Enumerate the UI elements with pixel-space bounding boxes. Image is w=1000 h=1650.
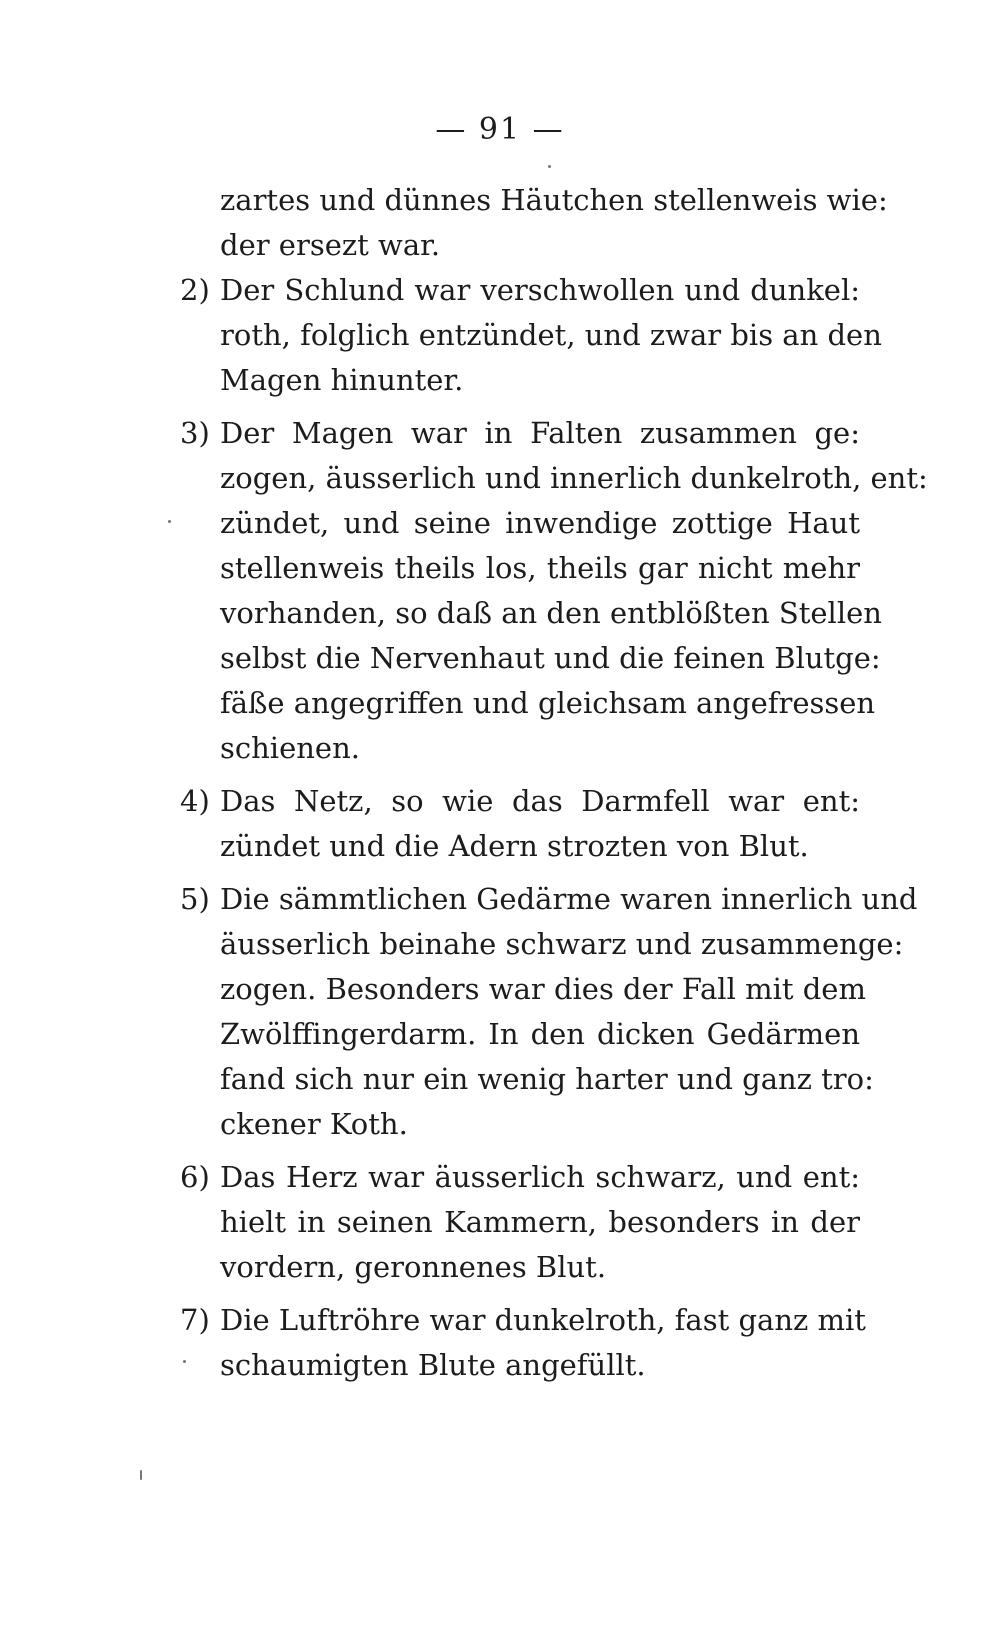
text-line — [180, 779, 860, 824]
text-line: schienen. — [220, 731, 360, 765]
line-text: Das Netz, so wie das Darmfell war ent: — [220, 784, 860, 818]
text-line: zogen. Besonders war dies der Fall mit dem — [220, 972, 866, 1006]
text-line: vorhanden, so daß an den entblößten Stellen — [220, 596, 882, 630]
scan-speck — [183, 1360, 186, 1363]
text-line: fand sich nur ein wenig harter und ganz tro: — [220, 1062, 874, 1096]
line-text: Der Schlund war verschwollen und dunkel: — [220, 273, 860, 307]
text-line: zogen, äusserlich und innerlich dunkelroth, ent: — [220, 461, 928, 495]
line-text: Das Herz war äusserlich schwarz, und ent: — [220, 1160, 860, 1194]
text-line: stellenweis theils los, theils gar nicht mehr — [220, 551, 860, 585]
scan-speck — [548, 165, 551, 168]
list-item — [180, 1298, 866, 1388]
text-line: Zwölffingerdarm. In den dicken Gedärmen — [220, 1017, 860, 1051]
list-item — [180, 411, 928, 771]
item-number: 6) — [180, 1160, 210, 1194]
line-text: Der Magen war in Falten zusammen ge: — [220, 416, 860, 450]
numbered-list — [180, 268, 928, 1388]
text-line: der ersezt war. — [220, 228, 441, 262]
text-line: zartes und dünnes Häutchen stellenweis wie: — [220, 183, 888, 217]
text-line: schaumigten Blute angefüllt. — [220, 1348, 646, 1382]
text-line: Magen hinunter. — [220, 363, 464, 397]
text-line — [180, 1298, 866, 1343]
list-item — [180, 268, 882, 403]
text-line: ckener Koth. — [220, 1107, 408, 1141]
item-number: 2) — [180, 273, 210, 307]
list-item — [180, 1155, 860, 1290]
item-number: 5) — [180, 882, 210, 916]
text-line — [180, 1155, 860, 1200]
text-line — [180, 877, 918, 922]
text-line: hielt in seinen Kammern, besonders in der — [220, 1205, 860, 1239]
line-text: Die Luftröhre war dunkelroth, fast ganz mit — [220, 1303, 866, 1337]
body-text — [180, 178, 928, 1388]
list-item — [180, 877, 918, 1147]
page-number: — 91 — — [435, 112, 565, 147]
text-line: roth, folglich entzündet, und zwar bis an den — [220, 318, 882, 352]
text-line: fäße angegriffen und gleichsam angefressen — [220, 686, 876, 720]
line-text: Die sämmtlichen Gedärme waren innerlich und — [220, 882, 918, 916]
text-line: äusserlich beinahe schwarz und zusammenge: — [220, 927, 904, 961]
item-number: 4) — [180, 784, 210, 818]
text-line — [180, 411, 860, 456]
text-line — [180, 268, 860, 313]
item-number: 7) — [180, 1303, 210, 1337]
intro-paragraph — [180, 178, 888, 268]
text-line: selbst die Nervenhaut und die feinen Blutge: — [220, 641, 881, 675]
scan-speck — [168, 520, 171, 523]
scan-speck — [140, 1470, 142, 1480]
text-line: zündet und die Adern strozten von Blut. — [220, 829, 809, 863]
item-number: 3) — [180, 416, 210, 450]
text-line: zündet, und seine inwendige zottige Haut — [220, 506, 860, 540]
text-line: vordern, geronnenes Blut. — [220, 1250, 607, 1284]
list-item — [180, 779, 860, 869]
